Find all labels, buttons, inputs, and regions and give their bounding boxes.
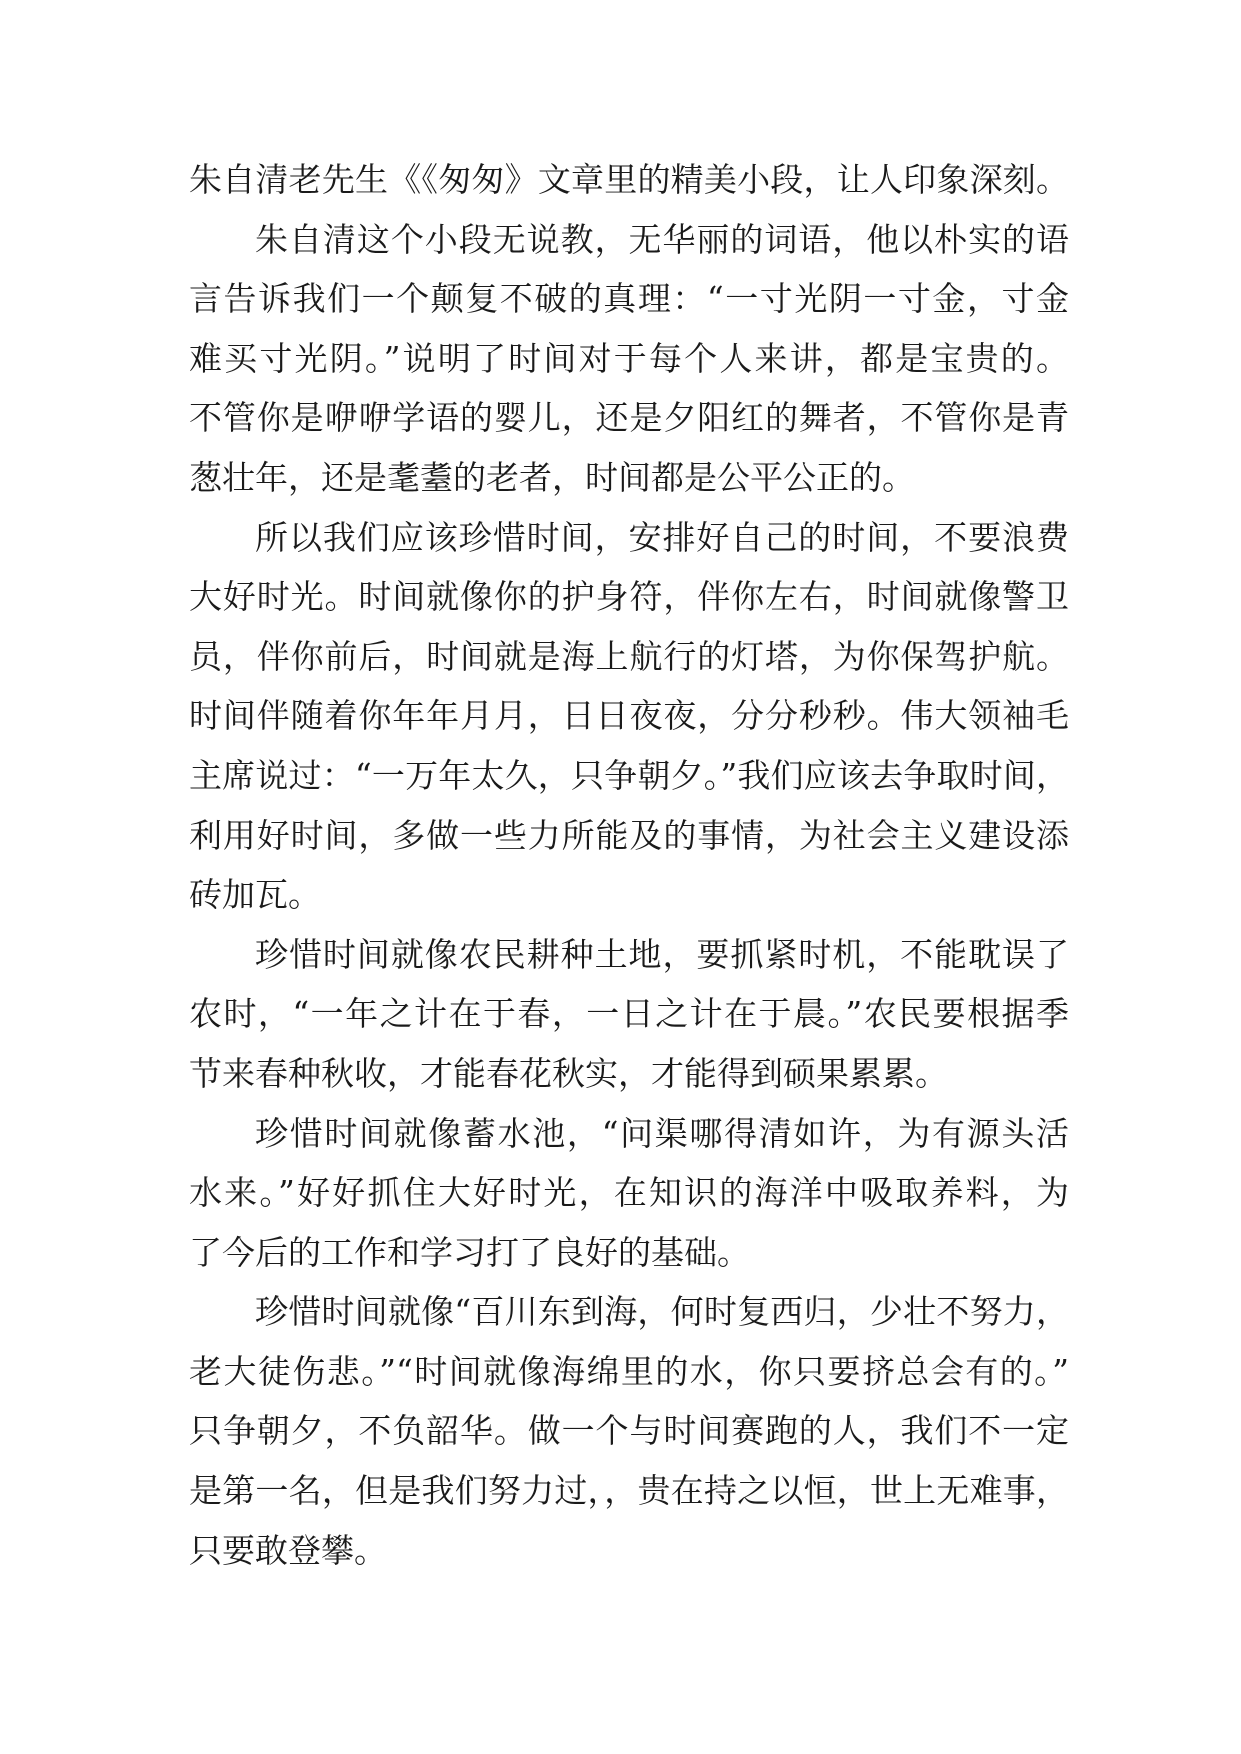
text-line: 利用好时间，多做一些力所能及的事情，为社会主义建设添 [189,815,1069,855]
text-line: 是第一名，但是我们努力过，，贵在持之以恒，世上无难事， [189,1471,1069,1511]
text-line: 节来春种秋收，才能春花秋实，才能得到硕果累累。 [189,1053,948,1093]
text-line: 朱自清老先生《《匆匆》文章里的精美小段，让人印象深刻。 [189,160,1069,199]
text-line: 了今后的工作和学习打了良好的基础。 [189,1232,750,1272]
text-line: 所以我们应该珍惜时间，安排好自己的时间，不要浪费 [255,517,1069,557]
text-line: 老大徒伤悲。”“时间就像海绵里的水，你只要挤总会有的。” [189,1351,1069,1391]
text-line: 只争朝夕，不负韶华。做一个与时间赛跑的人，我们不一定 [189,1411,1069,1451]
text-line: 员，伴你前后，时间就是海上航行的灯塔，为你保驾护航。 [189,636,1069,676]
text-line: 难买寸光阴。”说明了时间对于每个人来讲，都是宝贵的。 [189,338,1069,378]
text-line: 葱壮年，还是耄耋的老者，时间都是公平公正的。 [189,457,915,497]
text-line: 不管你是咿咿学语的婴儿，还是夕阳红的舞者，不管你是青 [189,398,1069,438]
text-line: 只要敢登攀。 [189,1530,387,1570]
text-line: 朱自清这个小段无说教，无华丽的词语，他以朴实的语 [255,219,1069,259]
text-line: 时间伴随着你年年月月，日日夜夜，分分秒秒。伟大领袖毛 [189,696,1069,736]
text-line: 大好时光。时间就像你的护身符，伴你左右，时间就像警卫 [189,577,1069,617]
text-line: 农时，“一年之计在于春，一日之计在于晨。”农民要根据季 [189,994,1069,1034]
document-body [189,150,1069,1580]
text-line: 砖加瓦。 [189,875,321,915]
text-line: 珍惜时间就像“百川东到海，何时复西归，少壮不努力， [255,1292,1069,1332]
text-line: 主席说过：“一万年太久，只争朝夕。”我们应该去争取时间， [189,755,1069,795]
text-line: 言告诉我们一个颠复不破的真理：“一寸光阴一寸金，寸金 [189,279,1069,319]
text-line: 水来。”好好抓住大好时光，在知识的海洋中吸取养料，为 [189,1173,1069,1213]
text-line: 珍惜时间就像农民耕种土地，要抓紧时机，不能耽误了 [255,934,1069,974]
text-line: 珍惜时间就像蓄水池，“问渠哪得清如许，为有源头活 [255,1113,1069,1153]
